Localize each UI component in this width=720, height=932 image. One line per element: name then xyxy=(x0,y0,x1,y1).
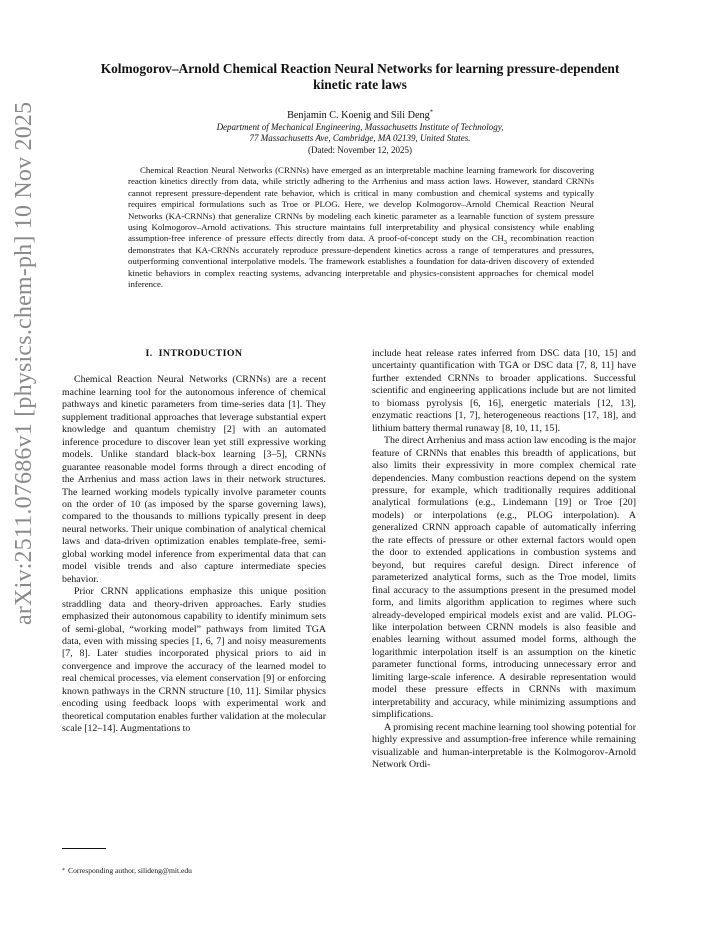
affiliation xyxy=(100,122,620,144)
abstract xyxy=(128,165,594,290)
paper-title: Kolmogorov–Arnold Chemical Reaction Neural Networks for learning pressure-dependent kinetic rate laws xyxy=(100,61,620,92)
corresponding-author-mark: * xyxy=(429,108,433,116)
section-heading xyxy=(62,348,326,360)
footnote-mark: * xyxy=(62,868,65,874)
intro-paragraph-3: The direct Arrhenius and mass action law encoding is the major feature of CRNNs that enables this breadth of applications, but also limits their expressivity in more complex chemical rate dependencies. Many combustion reactions depend on the system pressure, for example, which traditionally requires additional analytical formulations (e.g., Lindemann [19] or Troe [20] models) or interpolations (e.g., PLOG interpolation). A generalized CRNN approach capable of automatically inferring the rate effects of pressure or other external factors would open the door to extended applications in combustion systems and beyond, but requires careful design. Direct inference of parameterized analytical forms, such as the Troe model, limits final accuracy to the assumptions present in the presumed model form, and limits algorithm application to regimes where such already-developed empirical models exist and are valid. PLOG-like interpolation between CRNN models is also feasible and enables learning without assumed model forms, although the logarithmic interpolation itself is an assumption on the kinetic parameter functional forms, introducing unnecessary error and limiting large-scale inference. A desirable representation would model these pressure effects in CRNNs with maximum interpretability and accuracy, while minimizing assumptions and simplifications. xyxy=(372,435,636,721)
abstract-text-part-1: Chemical Reaction Neural Networks (CRNNs) have emerged as an interpretable machine learning framework for discovering reaction kinetics directly from data, while strictly adhering to the Arrhenius and mass action laws. However, standard CRNNs cannot represent pressure-dependent rate behavior, which is critical in many combustion and chemical systems and typically requires empirical formulations such as Troe or PLOG. Here, we develop Kolmogorov–Arnold Chemical Reaction Neural Networks (KA-CRNNs) that generalize CRNNs by modeling each kinetic parameter as a learnable function of system pressure using Kolmogorov–Arnold activations. This structure maintains full interpretability and physical consistency while enabling assumption-free inference of pressure effects directly from data. A proof-of-concept study on the CH xyxy=(128,165,594,244)
left-column xyxy=(62,348,326,736)
right-column xyxy=(372,348,636,771)
author-names: Benjamin C. Koenig and Sili Deng xyxy=(287,110,430,121)
section-title: INTRODUCTION xyxy=(158,348,243,359)
arxiv-identifier: arXiv:2511.07686v1 [physics.chem-ph] 10 Nov 2025 xyxy=(11,101,37,625)
affiliation-line-1: Department of Mechanical Engineering, Massachusetts Institute of Technology, xyxy=(216,122,504,132)
abstract-text-part-2: recombination reaction demonstrates that KA-CRNNs accurately reproduce pressure-dependent kinetics across a range of temperatures and pressures, outperforming conventional interpolative models. The framework establishes a foundation for data-driven discovery of extended kinetic behaviors in complex reacting systems, advancing interpretable and physics-consistent approaches for chemical model inference. xyxy=(128,233,594,290)
footnote xyxy=(62,866,326,876)
abstract-paragraph xyxy=(128,165,594,290)
intro-paragraph-1: Chemical Reaction Neural Networks (CRNNs) are a recent machine learning tool for the autonomous inference of chemical pathways and kinetic parameters from time-series data [1]. They supplement traditional approaches that leverage substantial expert knowledge and quantum chemistry [2] with an automated inference procedure to discover lean yet still expressive working models. Unlike standard black-box learning [3–5], CRNNs guarantee reasonable model forms through a direct encoding of the Arrhenius and mass action laws in their network structures. The learned working models typically involve parameter counts on the order of 10 (as imposed by the sparse governing laws), compared to the thousands to millions typically present in deep neural networks. Their unique combination of analytical chemical laws and data-driven optimization enables template-free, semi-global working model inference from experimental data that can model visible trends and also capture intermediate species behavior. xyxy=(62,374,326,585)
date-line: (Dated: November 12, 2025) xyxy=(308,145,412,155)
section-number: I. xyxy=(145,348,153,359)
footnote-text: Corresponding author, silideng@mit.edu xyxy=(68,866,192,875)
intro-paragraph-4: A promising recent machine learning tool showing potential for highly expressive and assumption-free inference while remaining visualizable and human-interpretable is the Kolmogorov-Arnold Network Ordi- xyxy=(372,721,636,770)
abstract-subscript: 3 xyxy=(503,239,508,247)
footnote-divider xyxy=(62,848,106,849)
intro-paragraph-2: Prior CRNN applications emphasize this unique position straddling data and theory-driven approaches. Early studies emphasized their autonomous capability to identify minimum sets of semi-global, “working model” pathways from limited TGA data, even with missing species [1, 6, 7] and noisy measurements [7, 8]. Later studies incorporated physical priors to aid in convergence and improve the accuracy of the learned model to real chemical processes, via element conservation [9] or enforcing known pathways in the CRNN structure [10, 11]. Similar physics encoding using feedback loops with experimental work and theoretical computation enables further validation at the molecular scale [12–14]. Augmentations to xyxy=(62,586,326,735)
intro-paragraph-2-continued: include heat release rates inferred from DSC data [10, 15] and uncertainty quantification with TGA or DSC data [7, 8, 11] have further extended CRNNs to broader applications. Successful scientific and engineering applications include but are not limited to biomass pyrolysis [6, 16], energetic materials [12, 13], enzymatic reactions [1, 7], heterogeneous reactions [17, 18], and lithium battery thermal runaway [8, 10, 11, 15]. xyxy=(372,348,636,434)
author-line xyxy=(100,110,620,122)
affiliation-line-2: 77 Massachusetts Ave, Cambridge, MA 02139, United States. xyxy=(249,133,471,143)
